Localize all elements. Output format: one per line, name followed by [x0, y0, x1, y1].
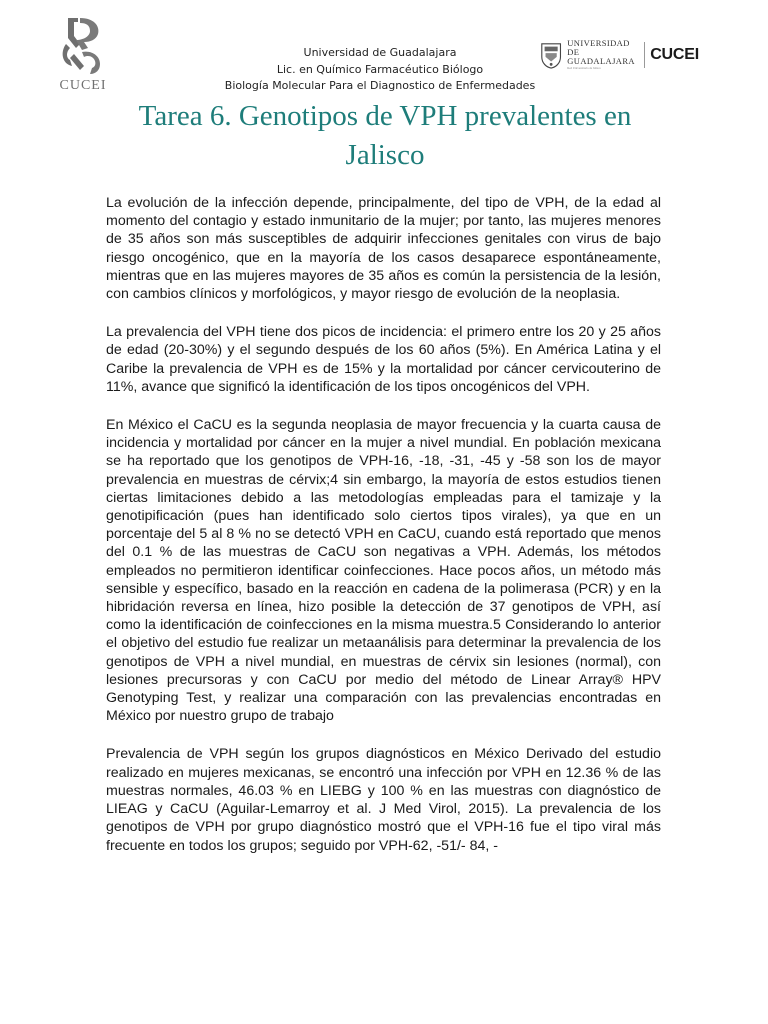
paragraph-3: En México el CaCU es la segunda neoplasia de mayor frecuencia y la cuarta causa de incidencia y mortalidad por cáncer en la mujer a nivel mundial. En población mexicana se ha reportado que los genotipos de VPH-16, -18, -31, -45 y -58 son los de mayor prevalencia en muestras de cérvix;4 sin embargo, la mayoría de estos estudios tienen ciertas limitaciones debido a las metodologías empleadas para el tamizaje y la genotipificación (pues han identificado solo ciertos tipos virales), ya que en un porcentaje del 5 al 8 % no se detectó VPH en CaCU, cuando está reportado que menos del 0.1 % de las muestras de CaCU son negativas a VPH. Además, los métodos empleados no permitieron identificar coinfecciones. Hace pocos años, un método más sensible y específico, basado en la reacción en cadena de la polimerasa (PCR) y en la hibridación reversa en línea, hizo posible la detección de 37 genotipos de VPH, así como la identificación de coinfecciones en la misma muestra.5 Considerando lo anterior el objetivo del estudio fue realizar un metaanálisis para determinar la prevalencia de los genotipos de VPH a nivel mundial, en muestras de cérvix sin lesiones (normal), con lesiones precursoras y con CaCU por medio del método de Linear Array® HPV Genotyping Test, y realizar una comparación con las prevalencias encontradas en México por nuestro grupo de trabajo — [106, 417, 661, 725]
udg-line-2: GUADALAJARA — [567, 56, 635, 66]
cucei-crest-icon — [54, 14, 112, 92]
udg-wordmark — [567, 39, 639, 71]
crest-caption: CUCEI — [59, 78, 107, 92]
udg-cucei-logo — [539, 38, 699, 72]
logo-divider — [644, 42, 645, 68]
course-name: Biología Molecular Para el Diagnostico de Enfermedades — [224, 79, 536, 92]
udg-line-1: UNIVERSIDAD DE — [567, 38, 630, 57]
paragraph-4: Prevalencia de VPH según los grupos diagnósticos en México Derivado del estudio realizado en mujeres mexicanas, se encontró una infección por VPH en 12.36 % de las muestras normales, 46.03 % en LIEBG y 100 % en las muestras con diagnóstico de LIEAG y CaCU (Aguilar-Lemarroy et al. J Med Virol, 2015). La prevalencia de los genotipos de VPH por grupo diagnóstico mostró que el VPH-16 fue el tipo viral más frecuente en todos los grupos; seguido por VPH-62, -51/- 84, - — [106, 746, 661, 854]
document-body — [106, 194, 661, 875]
paragraph-2: La prevalencia del VPH tiene dos picos de incidencia: el primero entre los 20 y 25 años de edad (20-30%) y el segundo después de los 60 años (5%). En América Latina y el Caribe la prevalencia de VPH es de 15% y la mortalidad por cáncer cervicouterino de 11%, avance que significó la identificación de los tipos oncogénicos del VPH. — [106, 324, 661, 395]
udg-line-3: Red Universitaria de Jalisco — [567, 66, 602, 70]
institution-header — [180, 45, 580, 95]
degree-program: Lic. en Químico Farmacéutico Biólogo — [276, 62, 484, 76]
page-title: Tarea 6. Genotipos de VPH prevalentes en Jalisco — [138, 100, 632, 171]
university-name: Universidad de Guadalajara — [303, 46, 457, 59]
cucei-crest-logo — [54, 14, 112, 92]
cucei-wordmark: CUCEI — [650, 46, 699, 63]
udg-seal-icon — [539, 40, 563, 70]
paragraph-1: La evolución de la infección depende, principalmente, del tipo de VPH, de la edad al momento del contagio y estado inmunitario de la mujer; por tanto, las mujeres menores de 35 años son más susceptibles de adquirir infecciones genitales con virus de bajo riesgo oncogénico, que en la mayoría de los casos desaparece espontáneamente, mientras que en las mujeres mayores de 35 años es común la persistencia de la lesión, con cambios clínicos y morfológicos, y mayor riesgo de evolución de la neoplasia. — [106, 195, 661, 303]
